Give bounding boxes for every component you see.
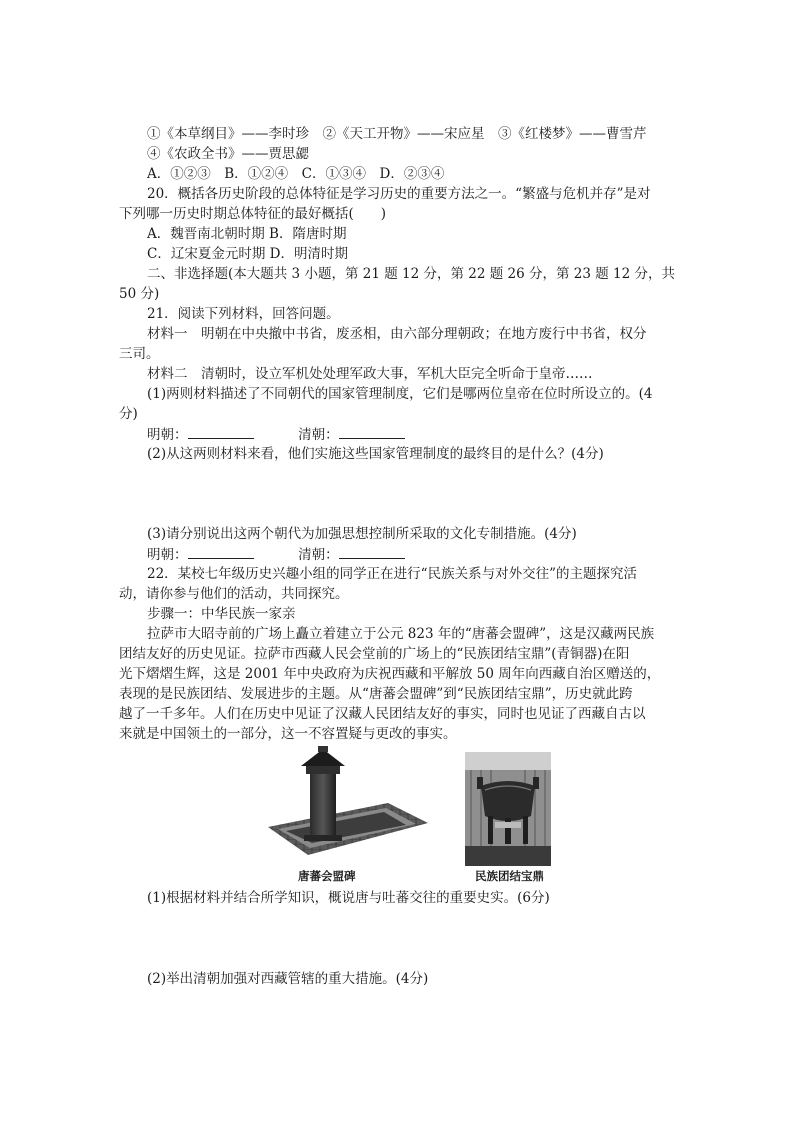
answer-blank-qing[interactable] — [339, 425, 405, 439]
q22-para-line3: 光下熠熠生辉，这是 2001 年中央政府为庆祝西藏和平解放 50 周年向西藏自治区赠送的， — [119, 666, 661, 682]
q22-sub1: (1)根据材料并结合所学知识，概说唐与吐蕃交往的重要史实。(6分) — [147, 890, 550, 906]
q21-answer-row-2 — [147, 545, 405, 564]
q21-sub3: (3)请分别说出这两个朝代为加强思想控制所采取的文化专制措施。(4分) — [147, 526, 577, 542]
tang-tibet-stele-photo — [268, 745, 428, 860]
q19-options-line1: ①《本草纲目》——李时珍 ②《天工开物》——宋应星 ③《红楼梦》——曹雪芹 — [147, 126, 647, 142]
section2-header-line2: 50 分) — [119, 286, 160, 302]
q22-para-line6: 来就是中国领土的一部分，这一不容置疑与更改的事实。 — [119, 726, 457, 742]
q22-para-line2: 团结友好的历史见证。拉萨市西藏人民会堂前的广场上的“民族团结宝鼎”(青铜器)在阳 — [119, 646, 630, 662]
q21-sub2: (2)从这两则材料来看，他们实施这些国家管理制度的最终目的是什么？(4分) — [147, 446, 604, 462]
section2-header-line1: 二、非选择题(本大题共 3 小题，第 21 题 12 分，第 22 题 26 分，第 23 题 12 分，共 — [147, 266, 676, 282]
q20-choices-ab — [147, 225, 346, 243]
ethnic-unity-cauldron-photo — [465, 752, 551, 866]
q22-intro-line1: 22．某校七年级历史兴趣小组的同学正在进行“民族关系与对外交往”的主题探究活 — [147, 566, 637, 582]
cauldron-caption: 民族团结宝鼎 — [475, 869, 544, 883]
q22-intro-line2: 动，请你参与他们的活动，共同探究。 — [119, 586, 349, 602]
q20-choice-a: A．魏晋南北朝时期 — [147, 226, 265, 242]
q22-para-line4: 表现的是民族团结、发展进步的主题。从“唐蕃会盟碑”到“民族团结宝鼎”，历史就此跨 — [119, 686, 633, 702]
q20-choices-cd — [147, 245, 348, 263]
answer-blank-ming[interactable] — [188, 425, 254, 439]
q20-choice-b: B．隋唐时期 — [269, 226, 347, 242]
q19-choices: A．①②③ B．①②④ C．①③④ D．②③④ — [147, 166, 445, 182]
q21-material2: 材料二 清朝时，设立军机处处理军政大事，军机大臣完全听命于皇帝…… — [147, 366, 593, 382]
q22-step1: 步骤一：中华民族一家亲 — [147, 606, 296, 622]
answer-blank-ming-2[interactable] — [188, 545, 254, 559]
q22-sub2: (2)举出清朝加强对西藏管辖的重大措施。(4分) — [147, 971, 429, 987]
label-ming: 明朝： — [147, 427, 188, 443]
q19-options-line2: ④《农政全书》——贾思勰 — [147, 146, 309, 162]
answer-blank-qing-2[interactable] — [339, 545, 405, 559]
label-ming-2: 明朝： — [147, 547, 188, 563]
label-qing-2: 清朝： — [298, 547, 339, 563]
q20-stem-line2: 下列哪一历史时期总体特征的最好概括( ) — [119, 206, 387, 222]
stele-caption: 唐蕃会盟碑 — [298, 869, 356, 883]
q21-answer-row-1 — [147, 425, 405, 444]
q21-sub1-line1: (1)两则材料描述了不同朝代的国家管理制度，它们是哪两位皇帝在位时所设立的。(4 — [147, 386, 653, 402]
q21-material1-line1: 材料一 明朝在中央撤中书省，废丞相，由六部分理朝政；在地方废行中书省，权分 — [147, 326, 647, 342]
q21-material1-line2: 三司。 — [119, 346, 160, 362]
q21-intro: 21．阅读下列材料，回答问题。 — [147, 306, 340, 322]
q21-sub1-line2: 分) — [119, 406, 138, 422]
q22-para-line1: 拉萨市大昭寺前的广场上矗立着建立于公元 823 年的“唐蕃会盟碑”，这是汉藏两民族 — [147, 626, 655, 642]
label-qing: 清朝： — [298, 427, 339, 443]
q20-stem-line1: 20．概括各历史阶段的总体特征是学习历史的重要方法之一。“繁盛与危机并存”是对 — [147, 186, 651, 202]
q20-choice-d: D．明清时期 — [269, 246, 348, 262]
q20-choice-c: C．辽宋夏金元时期 — [147, 246, 266, 262]
q22-para-line5: 越了一千多年。人们在历史中见证了汉藏人民团结友好的事实，同时也见证了西藏自古以 — [119, 706, 646, 722]
